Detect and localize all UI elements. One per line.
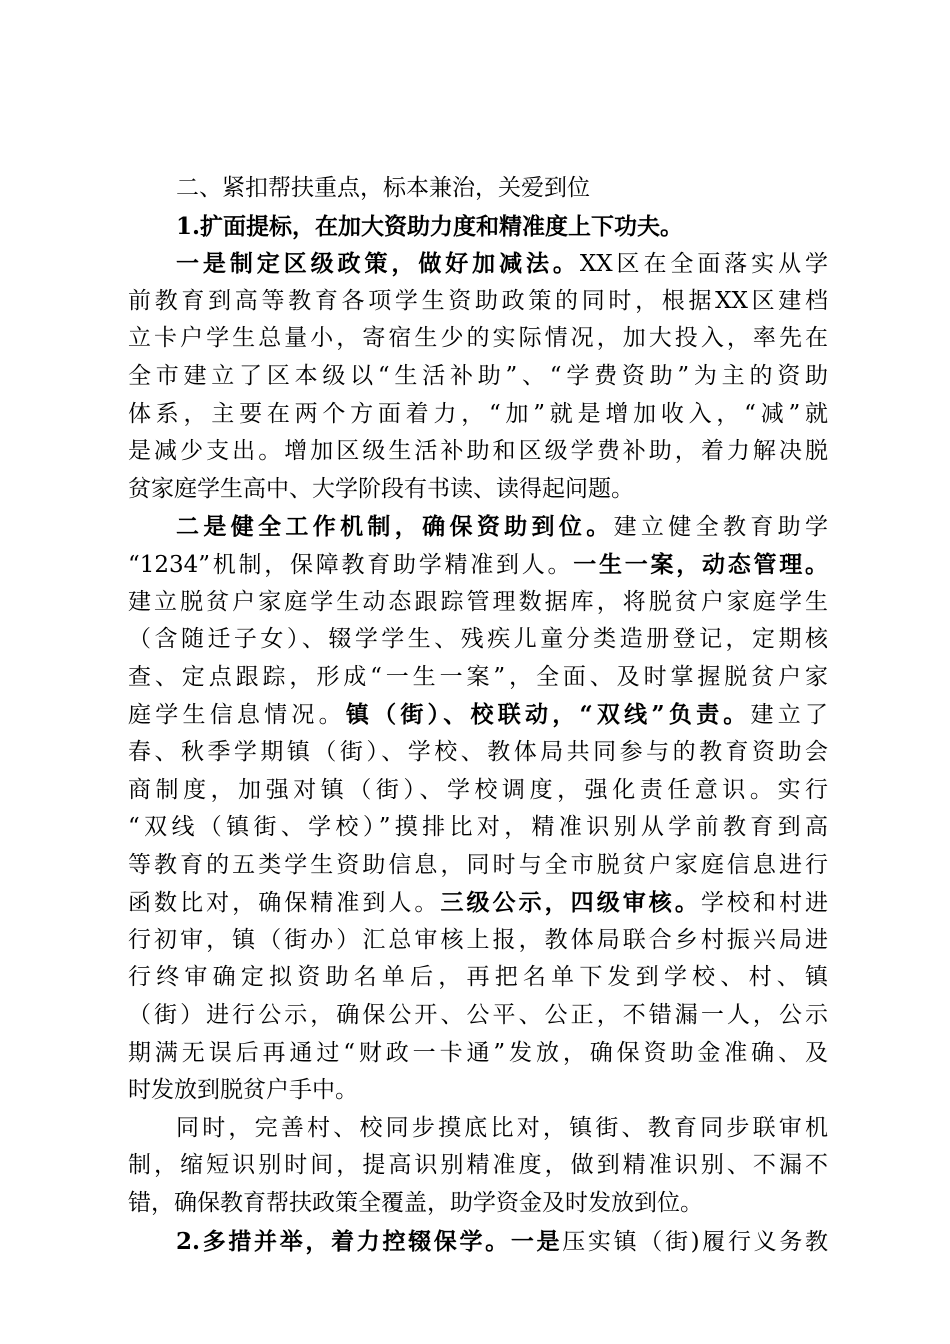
section-heading — [128, 170, 828, 208]
paragraph-text: 建立健全教育助学 — [613, 514, 828, 541]
paragraph-line: 时发放到脱贫户手中。 — [128, 1077, 358, 1104]
paragraph-line: 是减少支出。增加区级生活补助和区级学费补助，着力解决脱 — [128, 438, 828, 465]
paragraph-line — [128, 245, 828, 283]
paragraph-line: 贫家庭学生高中、大学阶段有书读、读得起问题。 — [128, 475, 634, 502]
paragraph-lead: 二是健全工作机制，确保资助到位。 — [176, 513, 614, 541]
inline-heading: 三级公示，四级审核。 — [440, 889, 701, 917]
paragraph-line: 行初审，镇（街办）汇总审核上报，教体局联合乡村振兴局进 — [128, 926, 828, 953]
paragraph-line: 期满无误后再通过“财政一卡通”发放，确保资助金准确、及 — [128, 1039, 828, 1066]
inline-heading: 一生一案，动态管理。 — [573, 550, 828, 578]
paragraph-lead: 一是制定区级政策，做好加减法。 — [176, 250, 580, 278]
inline-heading: 一是 — [510, 1227, 563, 1255]
paragraph-line: 体系，主要在两个方面着力，“加”就是增加收入，“减”就 — [128, 400, 828, 427]
paragraph-line: 同时，完善村、校同步摸底比对，镇街、教育同步联审机 — [176, 1114, 828, 1141]
paragraph-line: 春、秋季学期镇（街）、学校、教体局共同参与的教育资助会 — [128, 738, 828, 765]
paragraph-line: 查、定点跟踪，形成“一生一案”，全面、及时掌握脱贫户家 — [128, 663, 828, 690]
section-heading-text: 二、紧扣帮扶重点，标本兼治，关爱到位 — [176, 175, 590, 201]
paragraph-text: 压实镇（街)履行义务教 — [562, 1228, 828, 1255]
paragraph-text: 庭学生信息情况。 — [128, 702, 346, 729]
subheading-2: 2.多措并举，着力控辍保学。 — [176, 1227, 511, 1255]
paragraph-text: XX区在全面落实从学 — [579, 251, 828, 278]
paragraph-4 — [128, 1223, 828, 1261]
paragraph-line: （含随迁子女）、辍学学生、残疾儿童分类造册登记，定期核 — [128, 626, 828, 653]
paragraph-line: 错，确保教育帮扶政策全覆盖，助学资金及时发放到位。 — [128, 1190, 703, 1217]
paragraph-line: 全市建立了区本级以“生活补助”、“学费资助”为主的资助 — [128, 362, 828, 389]
paragraph-text: 学校和村进 — [700, 890, 828, 917]
paragraph-line: “双线（镇街、学校）”摸排比对，精准识别从学前教育到高 — [128, 814, 828, 841]
paragraph-line — [128, 1223, 828, 1261]
paragraph-line: 行终审确定拟资助名单后，再把名单下发到学校、村、镇 — [128, 964, 828, 991]
paragraph-line: （街）进行公示，确保公开、公平、公正，不错漏一人，公示 — [128, 1002, 828, 1029]
paragraph-line — [128, 546, 828, 584]
subheading-1-text: 1.扩面提标，在加大资助力度和精准度上下功夫。 — [176, 212, 684, 240]
paragraph-line: 建立脱贫户家庭学生动态跟踪管理数据库，将脱贫户家庭学生 — [128, 588, 828, 615]
paragraph-line: 等教育的五类学生资助信息，同时与全市脱贫户家庭信息进行 — [128, 851, 828, 878]
paragraph-line — [128, 884, 828, 922]
paragraph-line — [128, 696, 828, 734]
paragraph-2 — [128, 508, 828, 1110]
paragraph-line — [128, 508, 828, 546]
paragraph-3 — [128, 1110, 828, 1223]
paragraph-1 — [128, 245, 828, 508]
paragraph-line: 前教育到高等教育各项学生资助政策的同时，根据XX区建档 — [128, 287, 828, 314]
document-page — [128, 170, 828, 1260]
paragraph-text: “1234”机制，保障教育助学精准到人。 — [128, 551, 574, 578]
paragraph-line: 立卡户学生总量小，寄宿生少的实际情况，加大投入，率先在 — [128, 325, 828, 352]
paragraph-text: 函数比对，确保精准到人。 — [128, 890, 441, 917]
paragraph-line: 商制度，加强对镇（街）、学校调度，强化责任意识。实行 — [128, 776, 828, 803]
paragraph-line: 制，缩短识别时间，提高识别精准度，做到精准识别、不漏不 — [128, 1152, 828, 1179]
paragraph-text: 建立了 — [750, 702, 828, 729]
subheading-1 — [128, 208, 828, 246]
inline-heading: 镇（街）、校联动，“双线”负责。 — [345, 701, 751, 729]
